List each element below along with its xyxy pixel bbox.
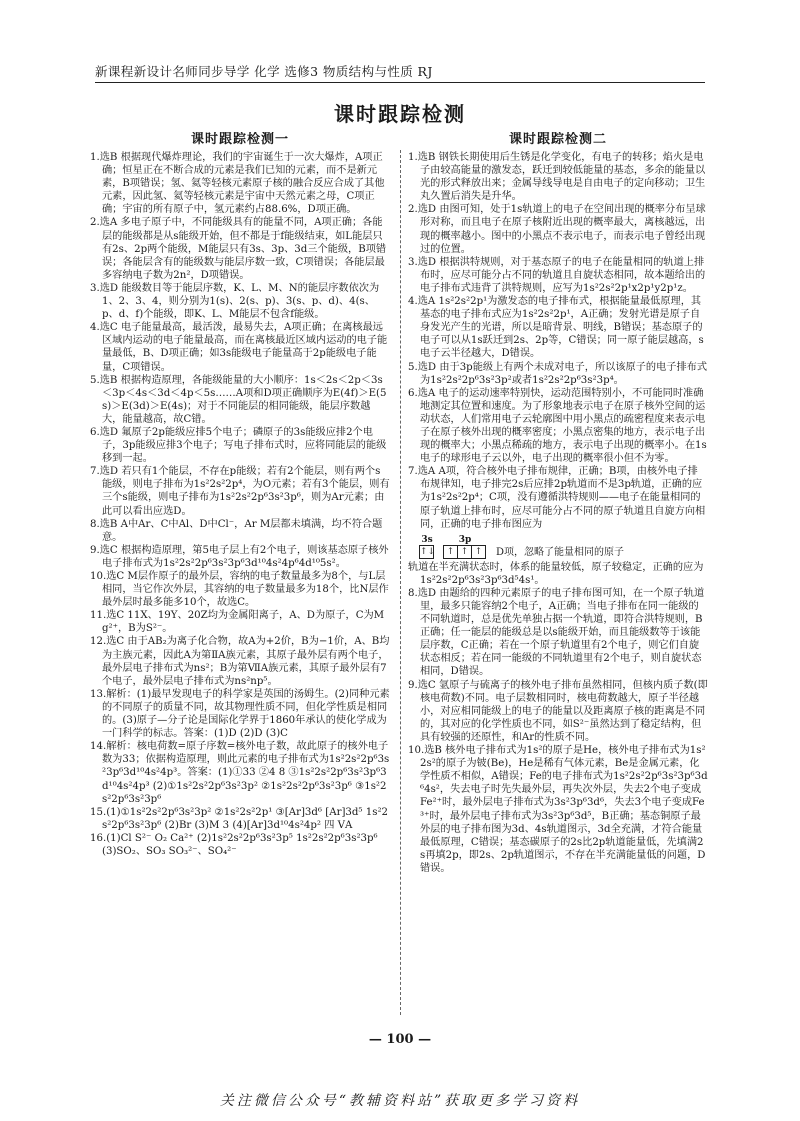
answer-item: 3.选D 根据洪特规则，对于基态原子的电子在能量相同的轨道上排布时，应尽可能分占不同的轨道且自旋状态相同，故本题给出的电子排布式违背了洪特规则，应写为1s²2s²2p¹x2p¹y2p¹z。 <box>408 256 706 294</box>
orbital-3p-group <box>444 535 486 559</box>
left-column-heading: 课时跟踪检测一 <box>190 132 289 147</box>
answer-item: 1.选B 钢铁长期使用后生锈是化学变化，有电子的转移；焰火是电子由较高能量的激发态，跃迁到较低能量的基态，多余的能量以光的形式释放出来；金属导线导电是自由电子的定向移动；卫生丸久置后消失是升华。 <box>408 152 706 203</box>
answer-item: 2.选D 由图可知，处于1s轨道上的电子在空间出现的概率分布呈球形对称，而且电子在原子核附近出现的概率最大，离核越远，出现的概率越小。图中的小黑点不表示电子，而表示电子曾经出现过的位置。 <box>408 204 706 255</box>
footer-note: 关注微信公众号“教辅资料站”获取更多学习资料 <box>219 1093 581 1109</box>
diagram-note: D项，忽略了能量相同的原子 <box>496 546 625 558</box>
answer-item: 11.选C 11X、19Y、20Z均为金属阳离子，A、D为原子，C为Mg²⁺，B为S²⁻。 <box>90 610 385 635</box>
orbital-box: ↑ <box>471 545 486 559</box>
orbital-box: ↑↓ <box>420 546 436 557</box>
answer-item: 2.选A 多电子原子中，不同能级具有的能量不同，A项正确；各能层的能级都是从s能级开始，但不都是于f能级结束，如L能层只有2s、2p两个能级，M能层只有3s、3p、3d三个能级，B项错误；各能层含有的能级数与能层序数一致，C项错误；各能层最多容纳电子数为2n²，D项错误。 <box>90 217 387 281</box>
answer-item: 7.选D 若只有1个能层，不存在p能级；若有2个能层，则有两个s能级，则电子排布为1s²2s²2p⁴，为O元素；若有3个能层，则有三个s能级，则电子排布为1s²2s²2p⁶3s²3p⁶，则为Ar元素；由此可以看出应选D。 <box>90 466 390 517</box>
left-column <box>90 132 390 1022</box>
answer-item: 15.(1)①1s²2s²2p⁶3s²3p² ②1s²2s²2p¹ ③[Ar]3d⁶ [Ar]3d⁵ 1s²2s²2p⁶3s²3p⁶ (2)Br (3)M 3 (4)[Ar]3d¹⁰4s²4p² 四 ⅤA <box>90 806 389 831</box>
right-column-heading: 课时跟踪检测二 <box>508 132 607 147</box>
answer-item: 7.选A A项，符合核外电子排布规律，正确；B项，由核外电子排布规律知，电子排完2s后应排2p轨道而不是3p轨道，正确的应为1s²2s²2p⁴；C项，没有遵循洪特规则——电子在能量相同的原子轨道上排布时，应尽可能分占不同的原子轨道且自旋方向相同，正确的电子排布图应为 <box>408 466 706 530</box>
running-header: 新课程新设计名师同步导学 化学 选修3 物质结构与性质 RJ <box>95 64 433 79</box>
answer-item: 14.解析：核电荷数=原子序数=核外电子数，故此原子的核外电子数为33；依据构造原理，则此元素的电子排布式为1s²2s²2p⁶3s²3p⁶3d¹⁰4s²4p³。答案：(1)①33 ②4 8 ③1s²2s²2p⁶3s²3p⁶3d¹⁰4s²4p³ (2)①1s²2s²2p⁶3s²3p² ②1s²2s²2p⁶3s²3p⁶ ③1s²2s²2p⁶3s²3p⁶ <box>90 741 390 805</box>
answer-item: 5.选B 根据构造原理，各能级能量的大小顺序：1s＜2s＜2p＜3s＜3p＜4s＜3d＜4p＜5s……A项和D项正确顺序为E(4f)＞E(5s)＞E(3d)＞E(4s)；对于不同能层的相同能级，能层序数越大，能量越高，故C错。 <box>90 374 387 425</box>
column-divider <box>400 150 401 1015</box>
header-rule <box>95 82 705 83</box>
orbital-3p-label: 3p <box>458 534 472 545</box>
answer-item: 9.选C 氩原子与硫离子的核外电子排布虽然相同，但核内质子数(即核电荷数)不同。电子层数相同时，核电荷数越大，原子半径越小，对应相同能级上的电子的能量以及距离原子核的距离是不同的，其对应的化学性质也不同，如S²⁻虽然达到了稳定结构，但具有较强的还原性，和Ar的性质不同。 <box>408 679 708 743</box>
answer-item: 4.选C 电子能量最高，最活泼，最易失去，A项正确；在离核最远区域内运动的电子能量最高，而在离核最近区域内运动的电子能量最低，B、D项正确；如3s能级电子能量高于2p能级电子能量，C项错误。 <box>90 322 388 373</box>
answer-item: 1.选B 根据现代爆炸理论，我们的宇宙诞生于一次大爆炸，A项正确；恒星正在不断合成的元素是我们已知的元素，而不是新元素，B项错误；氢、氦等轻核元素原子核的融合反应合成了其他元素，因此氢、氦等轻核元素是宇宙中天然元素之母，C项正确；宇宙的所有原子中，氢元素约占88.6%，D项正确。 <box>90 152 385 216</box>
answer-item: 3.选D 能级数目等于能层序数，K、L、M、N的能层序数依次为1、2、3、4，则分别为1(s)、2(s、p)、3(s、p、d)、4(s、p、d、f)个能级，即K、L、M能层不包含f能级。 <box>90 282 380 321</box>
page-number: — 100 — <box>368 1032 432 1047</box>
orbital-3s-group <box>420 535 434 559</box>
answer-item: 8.选D 由题给的四种元素原子的电子排布图可知，在一个原子轨道里，最多只能容纳2个电子，A正确；当电子排布在同一能级的不同轨道时，总是优先单独占据一个轨道，即符合洪特规则，B正确；任一能层的能级总是以s能级开始，而且能级数等于该能层序数，C正确；若在一个原子轨道里有2个电子，则它们自旋状态相反；若在同一能级的不同轨道里有2个电子，则自旋状态相同，D错误。 <box>408 587 705 678</box>
answer-item: 10.选B 核外电子排布式为1s²的原子是He，核外电子排布式为1s²2s²的原子为铍(Be)，He是稀有气体元素，Be是金属元素，化学性质不相似，A错误；Fe的电子排布式为1s²2s²2p⁶3s²3p⁶3d⁶4s²，失去电子时先失最外层，再失次外层，失去2个电子变成Fe²⁺时，最外层电子排布式为3s²3p⁶3d⁶，失去3个电子变成Fe³⁺时，最外层电子排布式为3s²3p⁶3d⁵，B正确；基态铜原子最外层的电子排布图为3d、4s轨道图示，3d全充满，才符合能量最低原理，C错误；基态碳原子的2s比2p轨道能量低，先填满2s再填2p，即2s、2p轨道图示，不存在半充满能量低的问题，D错误。 <box>408 745 708 874</box>
answer-item: 10.选C M层作原子的最外层，容纳的电子数量最多为8个，与L层相同，当它作次外层，其容纳的电子数量最多为18个，比N层作最外层时最多能多10个，故选C。 <box>90 571 389 609</box>
answer-item: 16.(1)Cl S²⁻ O₂ Ca²⁺ (2)1s²2s²2p⁶3s²3p⁵ 1s²2s²2p⁶3s²3p⁶ (3)SO₂、SO₃ SO₃²⁻、SO₄²⁻ <box>90 832 378 857</box>
answer-item: 8.选B A中Ar、C中Al、D中Cl⁻，Ar M层都未填满，均不符合题意。 <box>90 518 383 543</box>
orbital-diagram <box>420 535 708 559</box>
answer-item: 4.选A 1s²2s²2p¹为激发态的电子排布式，根据能量最低原理，其基态的电子排布式应为1s²2s²2p¹，A正确；发射光谱是原子自身发光产生的光谱，所以是暗背景、明线，B错误；基态原子的电子可以从1s跃迁到2s、2p等，C错误；同一原子能层越高，s电子云半径越大，D错误。 <box>408 296 704 360</box>
orbital-3s-boxes <box>420 545 434 559</box>
answer-item: 9.选C 根据构造原理，第5电子层上有2个电子，则该基态原子核外电子排布式为1s²2s²2p⁶3s²3p⁶3d¹⁰4s²4p⁶4d¹⁰5s²。 <box>90 544 389 569</box>
answer-item: 13.解析：(1)最早发现电子的科学家是英国的汤姆生。(2)同种元素的不同原子的质量不同，故其物理性质不同，但化学性质是相同的。(3)原子—分子论是国际化学界于1860年承认的使化学成为一门科学的标志。答案：(1)D (2)D (3)C <box>90 688 390 740</box>
answer-item: 5.选D 由于3p能级上有两个未成对电子，所以该原子的电子排布式为1s²2s²2p⁶3s²3p²或者1s²2s²2p⁶3s²3p⁴。 <box>408 361 708 386</box>
orbital-box: ↑ <box>443 545 458 559</box>
orbital-3s-label: 3s <box>421 534 433 545</box>
answer-item: 12.选C 由于AB₂为离子化合物，故A为+2价，B为−1价，A、B均为主族元素，因此A为第ⅡA族元素，其原子最外层有两个电子，最外层电子排布式为ns²；B为第ⅦA族元素，其原子最外层有7个电子，最外层电子排布式为ns²np⁵。 <box>90 636 390 687</box>
answer-item: 6.选A 电子的运动速率特别快，运动范围特别小，不可能同时准确地测定其位置和速度。为了形象地表示电子在原子核外空间的运动状态，人们常用电子云轮廓图中用小黑点的疏密程度来表示电子在原子核外出现的概率密度；小黑点密集的地方，表示电子出现的概率大；小黑点稀疏的地方，表示电子出现的概率小。在1s电子的球形电子云以外，电子出现的概率很小但不为零。 <box>408 387 707 465</box>
right-column <box>408 132 708 1022</box>
answer-item: 轨道在半充满状态时，体系的能量较低，原子较稳定，正确的应为1s²2s²2p⁶3s²3p⁶3d⁵4s¹。 <box>408 561 704 586</box>
orbital-box: ↑ <box>457 545 472 559</box>
orbital-3p-boxes <box>444 545 486 559</box>
answer-item: 6.选D 氟原子2p能级应排5个电子；磷原子的3s能级应排2个电子，3p能级应排3个电子；写电子排布式时，应将同能层的能级移到一起。 <box>90 426 387 465</box>
page-title: 课时跟踪检测 <box>334 102 466 126</box>
